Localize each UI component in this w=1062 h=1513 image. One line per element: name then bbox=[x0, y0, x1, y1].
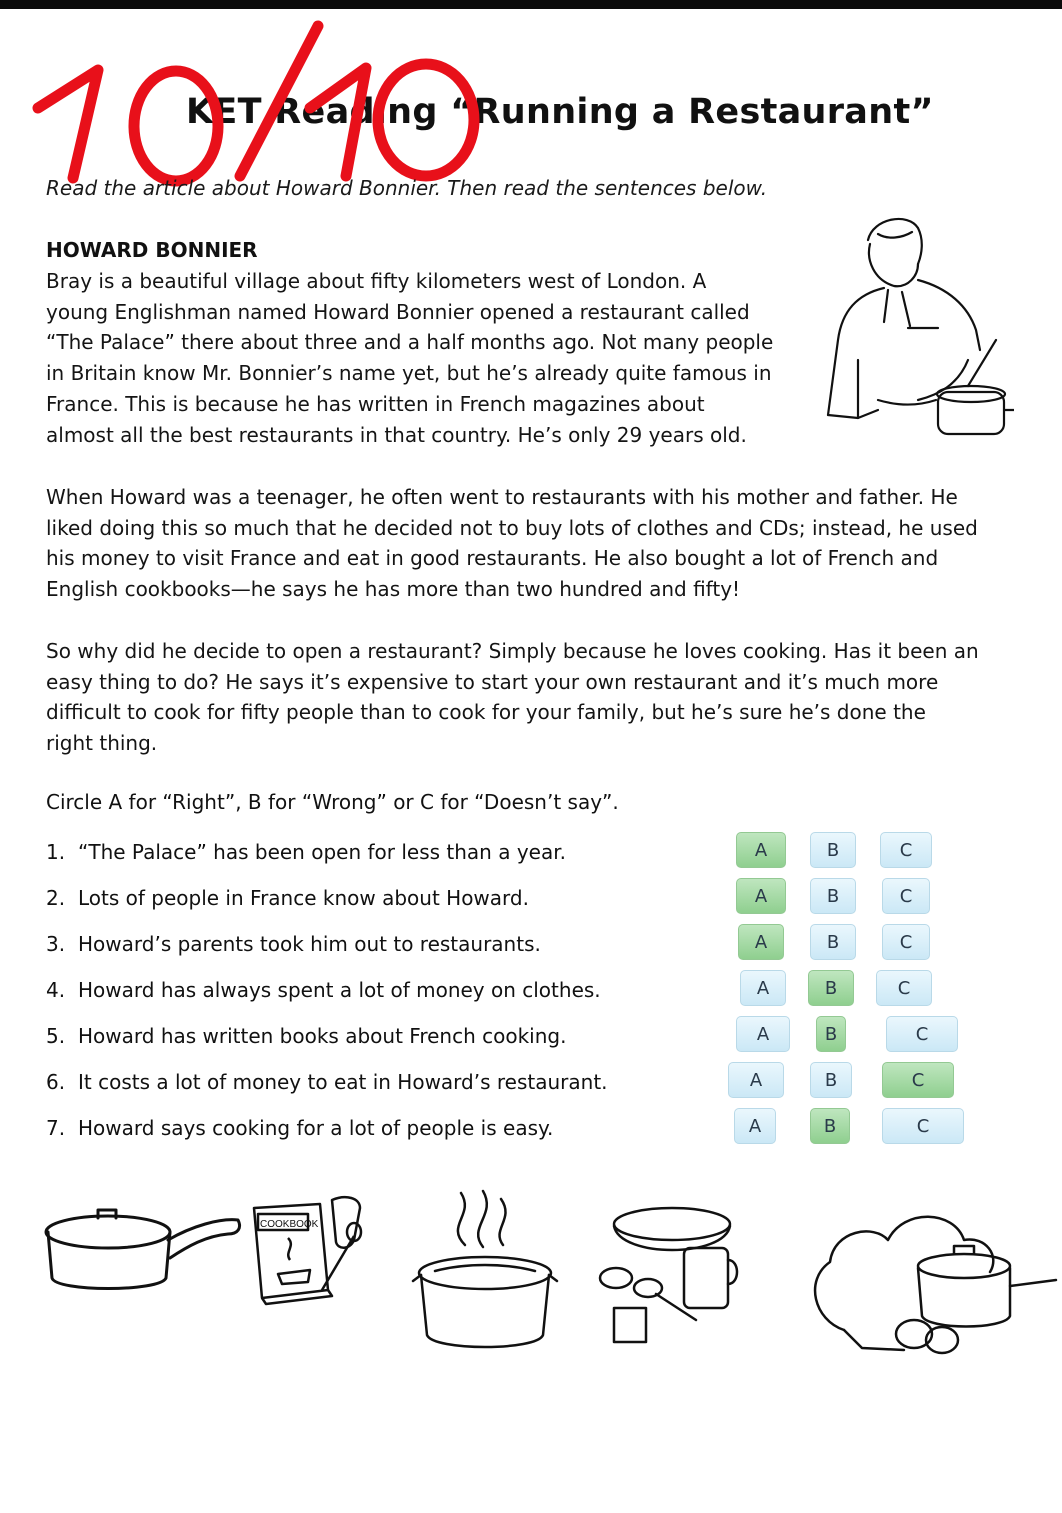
question-number: 6. bbox=[46, 1070, 66, 1094]
answer-option-b[interactable]: B bbox=[810, 878, 856, 914]
answer-option-b-selected[interactable]: B bbox=[816, 1016, 846, 1052]
question-text: Howard has written books about French cooking. bbox=[78, 1024, 567, 1048]
answer-option-b[interactable]: B bbox=[810, 1062, 852, 1098]
question-number: 1. bbox=[46, 840, 66, 864]
saucepan-icon bbox=[42, 1200, 242, 1296]
answer-option-c[interactable]: C bbox=[876, 970, 932, 1006]
baking-ingredients-icon bbox=[596, 1198, 771, 1348]
cookbook-label: COOKBOOK bbox=[260, 1219, 319, 1230]
question-row bbox=[46, 1024, 566, 1048]
question-number: 3. bbox=[46, 932, 66, 956]
question-row bbox=[46, 1070, 608, 1094]
question-row bbox=[46, 1116, 553, 1140]
question-text: “The Palace” has been open for less than a year. bbox=[78, 840, 566, 864]
top-bar bbox=[0, 0, 1062, 9]
article-heading: HOWARD BONNIER bbox=[46, 238, 258, 262]
answer-option-c-selected[interactable]: C bbox=[882, 1062, 954, 1098]
question-number: 4. bbox=[46, 978, 66, 1002]
answer-option-a[interactable]: A bbox=[728, 1062, 784, 1098]
answer-option-b-selected[interactable]: B bbox=[808, 970, 854, 1006]
question-text: Lots of people in France know about Howard. bbox=[78, 886, 529, 910]
answer-option-c[interactable]: C bbox=[880, 832, 932, 868]
chef-illustration bbox=[818, 210, 1014, 442]
question-number: 2. bbox=[46, 886, 66, 910]
answer-option-b[interactable]: B bbox=[810, 924, 856, 960]
answer-option-a[interactable]: A bbox=[740, 970, 786, 1006]
answer-option-a-selected[interactable]: A bbox=[736, 878, 786, 914]
question-row bbox=[46, 840, 566, 864]
instructions-text: Circle A for “Right”, B for “Wrong” or C for “Doesn’t say”. bbox=[46, 790, 619, 814]
chef-hat-pot-icon bbox=[804, 1200, 1058, 1360]
cookbook-icon bbox=[250, 1190, 370, 1306]
answer-option-c[interactable]: C bbox=[886, 1016, 958, 1052]
answer-option-b[interactable]: B bbox=[810, 832, 856, 868]
answer-option-c[interactable]: C bbox=[882, 924, 930, 960]
question-row bbox=[46, 932, 541, 956]
question-row bbox=[46, 886, 529, 910]
question-text: Howard has always spent a lot of money on clothes. bbox=[78, 978, 601, 1002]
score-mark bbox=[28, 18, 508, 188]
answer-option-b-selected[interactable]: B bbox=[810, 1108, 850, 1144]
answer-option-a-selected[interactable]: A bbox=[738, 924, 784, 960]
answer-option-c[interactable]: C bbox=[882, 1108, 964, 1144]
intro-text: Read the article about Howard Bonnier. Then read the sentences below. bbox=[46, 176, 768, 200]
answer-option-a-selected[interactable]: A bbox=[736, 832, 786, 868]
answer-option-a[interactable]: A bbox=[736, 1016, 790, 1052]
answer-option-c[interactable]: C bbox=[882, 878, 930, 914]
question-text: It costs a lot of money to eat in Howard’s restaurant. bbox=[78, 1070, 608, 1094]
question-number: 7. bbox=[46, 1116, 66, 1140]
paragraph-3: So why did he decide to open a restaurant? Simply because he loves cooking. Has it been an easy thing to do? He says it’s expensive to start your own restaurant and it’s much more difficult to cook for fifty people than to cook for your family, but he’s sure he’s done the right thing. bbox=[46, 639, 979, 756]
question-text: Howard says cooking for a lot of people is easy. bbox=[78, 1116, 554, 1140]
answer-option-a[interactable]: A bbox=[734, 1108, 776, 1144]
paragraph-1: Bray is a beautiful village about fifty kilometers west of London. A young Englishman named Howard Bonnier opened a restaurant called “The Palace” there about three and a half months ago. Not many people in Britain know Mr. Bonnier’s name yet, but he’s already quite famous in France. This is because he has written in French magazines about almost all the best restaurants in that country. He’s only 29 years old. bbox=[46, 269, 774, 447]
question-number: 5. bbox=[46, 1024, 66, 1048]
paragraph-2: When Howard was a teenager, he often went to restaurants with his mother and father. He liked doing this so much that he decided not to buy lots of clothes and CDs; instead, he used his money to visit France and eat in good restaurants. He also bought a lot of French and English cookbooks—he says he has more than two hundred and fifty! bbox=[46, 485, 978, 602]
steaming-pot-icon bbox=[405, 1185, 565, 1355]
question-row bbox=[46, 978, 601, 1002]
page-title: KET Reading “Running a Restaurant” bbox=[186, 92, 934, 132]
question-text: Howard’s parents took him out to restaurants. bbox=[78, 932, 541, 956]
